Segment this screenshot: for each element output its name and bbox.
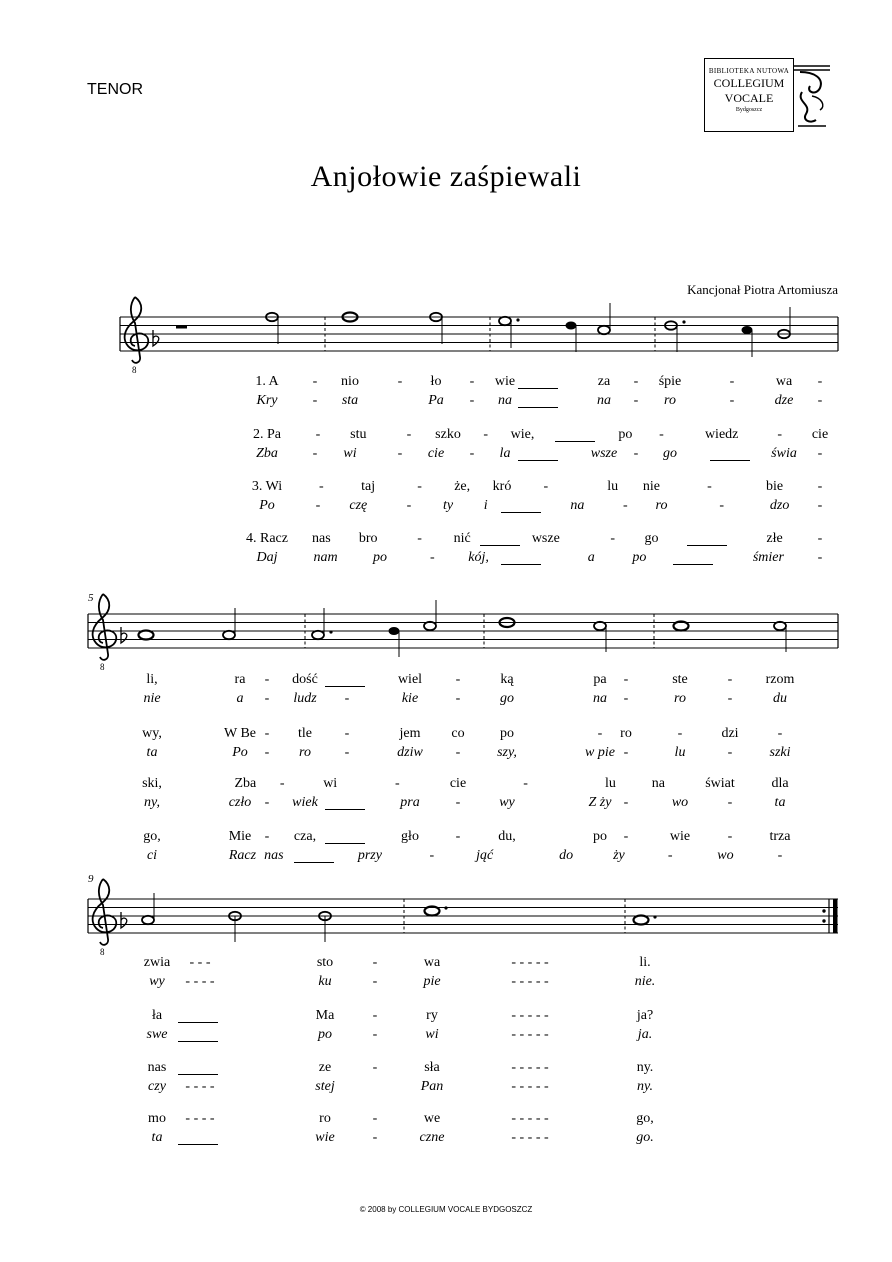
syllable-hyphen: - xyxy=(455,745,461,760)
lyric-syllable: bie xyxy=(765,479,784,494)
lyric-syllable: czy xyxy=(148,1079,166,1094)
lyric-syllable: cie xyxy=(427,446,445,461)
staff-system-2 xyxy=(88,594,838,672)
syllable-hyphen: - - - - xyxy=(185,1079,215,1094)
extender-line xyxy=(294,862,334,863)
lyric-syllable: du xyxy=(773,691,787,706)
lyric-syllable: wsze xyxy=(590,446,618,461)
lyric-syllable: ży xyxy=(613,848,625,863)
syllable-hyphen: - xyxy=(264,726,270,741)
lyric-syllable: dzo xyxy=(769,498,790,513)
lyric-syllable: wiel xyxy=(397,672,423,687)
syllable-hyphen: - xyxy=(397,446,403,461)
lyric-syllable: ro xyxy=(319,1111,331,1126)
lyric-syllable: li, xyxy=(146,672,158,687)
syllable-hyphen: - xyxy=(727,672,733,687)
lyric-syllable: wiek xyxy=(292,795,318,810)
lyric-syllable: szko xyxy=(435,427,461,442)
syllable-hyphen: - xyxy=(543,479,549,494)
lyric-syllable: i xyxy=(483,498,488,513)
lyric-syllable: nie. xyxy=(634,974,656,989)
extender-line xyxy=(710,460,750,461)
lyric-syllable: Kry xyxy=(256,393,278,408)
syllable-hyphen: - xyxy=(406,498,412,513)
lyric-syllable: we xyxy=(423,1111,441,1126)
lyric-syllable: wi xyxy=(323,776,338,791)
lyric-syllable: szy, xyxy=(497,745,517,760)
extender-line xyxy=(555,441,595,442)
lyric-syllable: ro xyxy=(655,498,668,513)
syllable-hyphen: - xyxy=(312,446,318,461)
extender-line xyxy=(178,1041,218,1042)
copyright-footer: © 2008 by COLLEGIUM VOCALE BYDGOSZCZ xyxy=(359,1205,533,1214)
syllable-hyphen: - xyxy=(315,427,321,442)
lyric-syllable: sto xyxy=(316,955,334,970)
syllable-hyphen: - xyxy=(372,1060,378,1075)
lyric-syllable: po xyxy=(593,829,607,844)
syllable-hyphen: - xyxy=(729,374,735,389)
measure-number: 5 xyxy=(88,592,94,604)
syllable-hyphen: - xyxy=(623,829,629,844)
lyric-syllable: dze xyxy=(774,393,794,408)
syllable-hyphen: - xyxy=(344,745,350,760)
lyric-syllable: kie xyxy=(401,691,419,706)
lyric-syllable: pie xyxy=(423,974,441,989)
syllable-hyphen: - xyxy=(264,829,270,844)
lyric-syllable: lu xyxy=(674,745,686,760)
syllable-hyphen: - xyxy=(817,374,823,389)
syllable-hyphen: - xyxy=(264,691,270,706)
lyric-syllable: wa xyxy=(775,374,793,389)
extender-line xyxy=(518,407,558,408)
lyric-syllable: mo xyxy=(148,1111,166,1126)
flat-key-signature-icon xyxy=(153,330,159,346)
lyric-syllable: ra xyxy=(234,672,246,687)
lyric-syllable: za xyxy=(597,374,611,389)
syllable-hyphen: - - - - - xyxy=(511,1111,549,1126)
syllable-hyphen: - - - xyxy=(189,955,211,970)
lyric-syllable: na xyxy=(498,393,512,408)
lyric-syllable: Racz xyxy=(228,848,257,863)
syllable-hyphen: - xyxy=(372,974,378,989)
syllable-hyphen: - xyxy=(707,479,712,494)
syllable-hyphen: - xyxy=(264,672,270,687)
lyric-syllable: ło xyxy=(430,374,442,389)
syllable-hyphen: - xyxy=(727,795,733,810)
syllable-hyphen: - xyxy=(817,498,823,513)
lyric-syllable: dla xyxy=(771,776,789,791)
syllable-hyphen: - xyxy=(667,848,673,863)
lyric-syllable: la xyxy=(499,446,511,461)
syllable-hyphen: - xyxy=(623,745,629,760)
lyric-syllable: rzom xyxy=(765,672,795,687)
syllable-hyphen: - - - - - xyxy=(511,1130,549,1145)
lyric-syllable: lu xyxy=(607,479,619,494)
syllable-hyphen: - xyxy=(417,531,422,546)
syllable-hyphen: - xyxy=(395,776,400,791)
syllable-hyphen: - xyxy=(623,795,629,810)
lyric-syllable: Ma xyxy=(315,1008,335,1023)
lyric-syllable: 1. A xyxy=(255,374,279,389)
lyric-syllable: do xyxy=(559,848,574,863)
lyric-syllable: ste xyxy=(672,672,688,687)
syllable-hyphen: - - - - - xyxy=(511,1060,549,1075)
lyric-syllable: 4. Racz xyxy=(246,531,288,546)
lyric-syllable: ze xyxy=(318,1060,332,1075)
lyric-syllable: cie xyxy=(449,776,467,791)
lyric-syllable: Z żу xyxy=(588,795,612,810)
syllable-hyphen: - xyxy=(397,374,403,389)
syllable-hyphen: - xyxy=(312,374,318,389)
syllable-hyphen: - - - - - xyxy=(511,955,549,970)
lyric-syllable: wy, xyxy=(142,726,162,741)
syllable-hyphen: - xyxy=(633,446,639,461)
extender-line xyxy=(687,545,727,546)
lyric-syllable: wi xyxy=(425,1027,439,1042)
extender-line xyxy=(325,809,365,810)
syllable-hyphen: - xyxy=(469,393,475,408)
lyric-syllable: go xyxy=(644,531,659,546)
source-attribution: Kancjonał Piotra Artomiusza xyxy=(687,282,838,297)
lyric-syllable: a xyxy=(587,550,595,565)
lyric-syllable: ta xyxy=(146,745,158,760)
lyric-syllable: czę xyxy=(349,498,368,513)
lyric-syllable: ry xyxy=(426,1008,438,1023)
lyric-syllable: wo xyxy=(671,795,689,810)
lyric-syllable: nie xyxy=(143,691,161,706)
lyric-syllable: dzi xyxy=(721,726,739,741)
lyric-syllable: ludz xyxy=(293,691,317,706)
lyric-syllable: 3. Wi xyxy=(251,479,283,494)
lyric-syllable: Zba xyxy=(256,446,278,461)
syllable-hyphen: - - - - - xyxy=(511,974,549,989)
lyric-syllable: na xyxy=(593,691,607,706)
lyric-syllable: cie xyxy=(811,427,829,442)
lyric-syllable: nio xyxy=(341,374,359,389)
syllable-hyphen: - xyxy=(455,829,461,844)
lyric-syllable: świat xyxy=(705,776,735,791)
lyric-syllable: go, xyxy=(143,829,161,844)
lyric-syllable: wy xyxy=(499,795,515,810)
lyric-syllable: go xyxy=(663,446,677,461)
lyric-syllable: du, xyxy=(498,829,516,844)
lyric-syllable: ro xyxy=(299,745,311,760)
lyric-syllable: po xyxy=(500,726,514,741)
lyric-syllable: ny. xyxy=(636,1060,654,1075)
lyric-syllable: trza xyxy=(769,829,791,844)
syllable-hyphen: - xyxy=(597,726,603,741)
lyric-syllable: ką xyxy=(500,672,514,687)
lyric-syllable: co xyxy=(451,726,465,741)
lyric-syllable: nić xyxy=(453,531,471,546)
extender-line xyxy=(518,388,558,389)
logo-line-2: VOCALE xyxy=(724,91,774,105)
lyric-syllable: wiedz xyxy=(704,427,739,442)
staff-system-3 xyxy=(88,879,838,957)
syllable-hyphen: - xyxy=(315,498,321,513)
syllable-hyphen: - xyxy=(817,446,823,461)
lyric-syllable: Po xyxy=(259,498,275,513)
lyric-syllable: taj xyxy=(361,479,376,494)
syllable-hyphen: - xyxy=(622,498,628,513)
lyric-syllable: złe xyxy=(766,531,783,546)
lyric-syllable: nas xyxy=(264,848,284,863)
extender-line xyxy=(673,564,713,565)
syllable-hyphen: - xyxy=(469,446,475,461)
lyric-syllable: wo xyxy=(717,848,734,863)
extender-line xyxy=(501,512,541,513)
lyric-syllable: śpie xyxy=(658,374,682,389)
lyric-syllable: nas xyxy=(147,1060,167,1075)
lyric-syllable: swe xyxy=(146,1027,168,1042)
lyric-syllable: na xyxy=(651,776,665,791)
syllable-hyphen: - xyxy=(430,550,435,565)
syllable-hyphen: - xyxy=(623,672,629,687)
lyric-syllable: sła xyxy=(424,1060,440,1075)
syllable-hyphen: - xyxy=(344,726,350,741)
syllable-hyphen: - xyxy=(633,393,639,408)
syllable-hyphen: - xyxy=(455,795,461,810)
lyric-syllable: dość xyxy=(292,672,318,687)
syllable-hyphen: - xyxy=(659,427,664,442)
lyric-syllable: pra xyxy=(400,795,420,810)
syllable-hyphen: - xyxy=(817,393,823,408)
lyric-syllable: sta xyxy=(341,393,359,408)
lyric-syllable: po xyxy=(632,550,647,565)
lyric-syllable: go. xyxy=(636,1130,654,1145)
lyric-syllable: pa xyxy=(593,672,607,687)
extender-line xyxy=(325,843,365,844)
lyric-syllable: przy xyxy=(357,848,382,863)
syllable-hyphen: - xyxy=(817,531,823,546)
lyric-syllable: po xyxy=(318,1027,332,1042)
syllable-hyphen: - xyxy=(727,691,733,706)
lyric-syllable: stej xyxy=(315,1079,335,1094)
lyric-syllable: gło xyxy=(401,829,419,844)
lyric-syllable: szki xyxy=(769,745,791,760)
extender-line xyxy=(178,1074,218,1075)
syllable-hyphen: - xyxy=(677,726,683,741)
syllable-hyphen: - - - - - xyxy=(511,1027,549,1042)
syllable-hyphen: - xyxy=(777,848,783,863)
lyric-syllable: ku xyxy=(318,974,332,989)
syllable-hyphen: - xyxy=(623,691,629,706)
syllable-hyphen: - xyxy=(727,745,733,760)
syllable-hyphen: - xyxy=(372,955,378,970)
syllable-hyphen: - - - - - xyxy=(511,1079,549,1094)
lyric-syllable: ty xyxy=(442,498,454,513)
syllable-hyphen: - xyxy=(429,848,435,863)
lyric-syllable: stu xyxy=(350,427,367,442)
syllable-hyphen: - xyxy=(483,427,489,442)
lyric-syllable: kój, xyxy=(468,550,489,565)
lyric-syllable: go xyxy=(500,691,514,706)
lyric-syllable: dziw xyxy=(397,745,423,760)
syllable-hyphen: - - - - xyxy=(185,974,215,989)
lyric-syllable: 2. Pa xyxy=(253,427,281,442)
lyric-syllable: ci xyxy=(146,848,158,863)
lyric-syllable: wsze xyxy=(531,531,560,546)
flat-key-signature-icon xyxy=(121,627,127,643)
lyric-syllable: ta xyxy=(151,1130,163,1145)
syllable-hyphen: - xyxy=(264,795,270,810)
extender-line xyxy=(325,686,365,687)
lyric-syllable: ny, xyxy=(144,795,160,810)
lyric-syllable: że, xyxy=(454,479,471,494)
lyric-syllable: go, xyxy=(636,1111,654,1126)
flat-key-signature-icon xyxy=(121,912,127,928)
lyric-syllable: wie xyxy=(494,374,516,389)
lyric-syllable: wa xyxy=(423,955,441,970)
lyric-syllable: kró xyxy=(492,479,512,494)
logo-top-text: BIBLIOTEKA NUTOWA xyxy=(708,67,790,75)
syllable-hyphen: - xyxy=(455,691,461,706)
lyric-syllable: wie xyxy=(669,829,691,844)
lyric-syllable: czło xyxy=(228,795,252,810)
part-label: TENOR xyxy=(87,81,143,98)
syllable-hyphen: - xyxy=(417,479,422,494)
syllable-hyphen: - xyxy=(469,374,475,389)
lyric-syllable: Zba xyxy=(234,776,257,791)
lyric-syllable: Daj xyxy=(256,550,278,565)
lyric-syllable: Pa xyxy=(428,393,444,408)
syllable-hyphen: - xyxy=(319,479,324,494)
lyric-syllable: na xyxy=(597,393,611,408)
lyric-syllable: W Be xyxy=(223,726,257,741)
lyric-syllable: wie, xyxy=(510,427,535,442)
lyric-syllable: Pan xyxy=(420,1079,444,1094)
syllable-hyphen: - xyxy=(372,1008,378,1023)
lyric-syllable: ny. xyxy=(637,1079,653,1094)
lyric-syllable: cza, xyxy=(293,829,317,844)
lyric-syllable: Po xyxy=(232,745,248,760)
lyric-syllable: Mie xyxy=(228,829,252,844)
lyric-syllable: nas xyxy=(312,531,331,546)
treble-clef-icon xyxy=(93,879,117,957)
syllable-hyphen: - xyxy=(777,726,783,741)
lyric-syllable: po xyxy=(373,550,387,565)
syllable-hyphen: - xyxy=(719,498,724,513)
lyric-syllable: ro xyxy=(620,726,632,741)
lyric-syllable: jem xyxy=(399,726,421,741)
page-title: Anjołowie zaśpiewali xyxy=(310,160,582,193)
lyric-syllable: ja? xyxy=(636,1008,654,1023)
syllable-hyphen: - xyxy=(264,745,270,760)
treble-clef-icon xyxy=(93,594,117,672)
extender-line xyxy=(178,1144,218,1145)
lyric-syllable: wie xyxy=(315,1130,335,1145)
lyric-syllable: jąć xyxy=(476,848,494,863)
syllable-hyphen: - - - - - xyxy=(511,1008,549,1023)
lyric-syllable: nam xyxy=(313,550,338,565)
syllable-hyphen: - xyxy=(372,1027,378,1042)
measure-number: 9 xyxy=(88,873,94,885)
extender-line xyxy=(501,564,541,565)
syllable-hyphen: - xyxy=(777,427,782,442)
lyric-syllable: śmier xyxy=(752,550,784,565)
lyric-syllable: po xyxy=(618,427,633,442)
syllable-hyphen: - xyxy=(312,393,318,408)
lyric-syllable: ła xyxy=(151,1008,163,1023)
syllable-hyphen: - xyxy=(372,1130,378,1145)
lyric-syllable: świa xyxy=(771,446,797,461)
lyric-syllable: tle xyxy=(298,726,312,741)
lyric-syllable: wy xyxy=(149,974,165,989)
syllable-hyphen: - xyxy=(729,393,735,408)
lyric-syllable: czne xyxy=(419,1130,445,1145)
extender-line xyxy=(518,460,558,461)
lyric-syllable: lu xyxy=(604,776,616,791)
treble-clef-icon xyxy=(125,297,149,375)
syllable-hyphen: - xyxy=(372,1111,378,1126)
syllable-hyphen: - xyxy=(523,776,528,791)
lyric-syllable: ja. xyxy=(637,1027,653,1042)
lyric-syllable: w pie xyxy=(585,745,615,760)
lyric-syllable: ro xyxy=(664,393,676,408)
syllable-hyphen: - xyxy=(406,427,412,442)
lyric-syllable: ski, xyxy=(142,776,162,791)
logo-city: Bydgoszcz xyxy=(735,107,763,113)
extender-line xyxy=(480,545,520,546)
syllable-hyphen: - - - - xyxy=(185,1111,215,1126)
music-staves: 8 xyxy=(0,0,892,1262)
syllable-hyphen: - xyxy=(727,829,733,844)
syllable-hyphen: - xyxy=(633,374,639,389)
lyric-syllable: wi xyxy=(343,446,357,461)
syllable-hyphen: - xyxy=(817,550,823,565)
extender-line xyxy=(178,1022,218,1023)
lyric-syllable: zwia xyxy=(143,955,171,970)
lyric-syllable: ta xyxy=(774,795,786,810)
half-rest xyxy=(176,325,187,329)
staff-system-1 xyxy=(120,297,838,375)
lyric-syllable: ro xyxy=(674,691,686,706)
lyric-syllable: nie xyxy=(642,479,661,494)
lyric-syllable: li. xyxy=(639,955,651,970)
lyric-syllable: na xyxy=(570,498,585,513)
lyric-syllable: a xyxy=(236,691,244,706)
syllable-hyphen: - xyxy=(455,672,461,687)
lyric-syllable: bro xyxy=(358,531,378,546)
logo-line-1: COLLEGIUM xyxy=(713,76,785,90)
syllable-hyphen: - xyxy=(817,479,823,494)
syllable-hyphen: - xyxy=(279,776,285,791)
syllable-hyphen: - xyxy=(610,531,616,546)
syllable-hyphen: - xyxy=(344,691,350,706)
